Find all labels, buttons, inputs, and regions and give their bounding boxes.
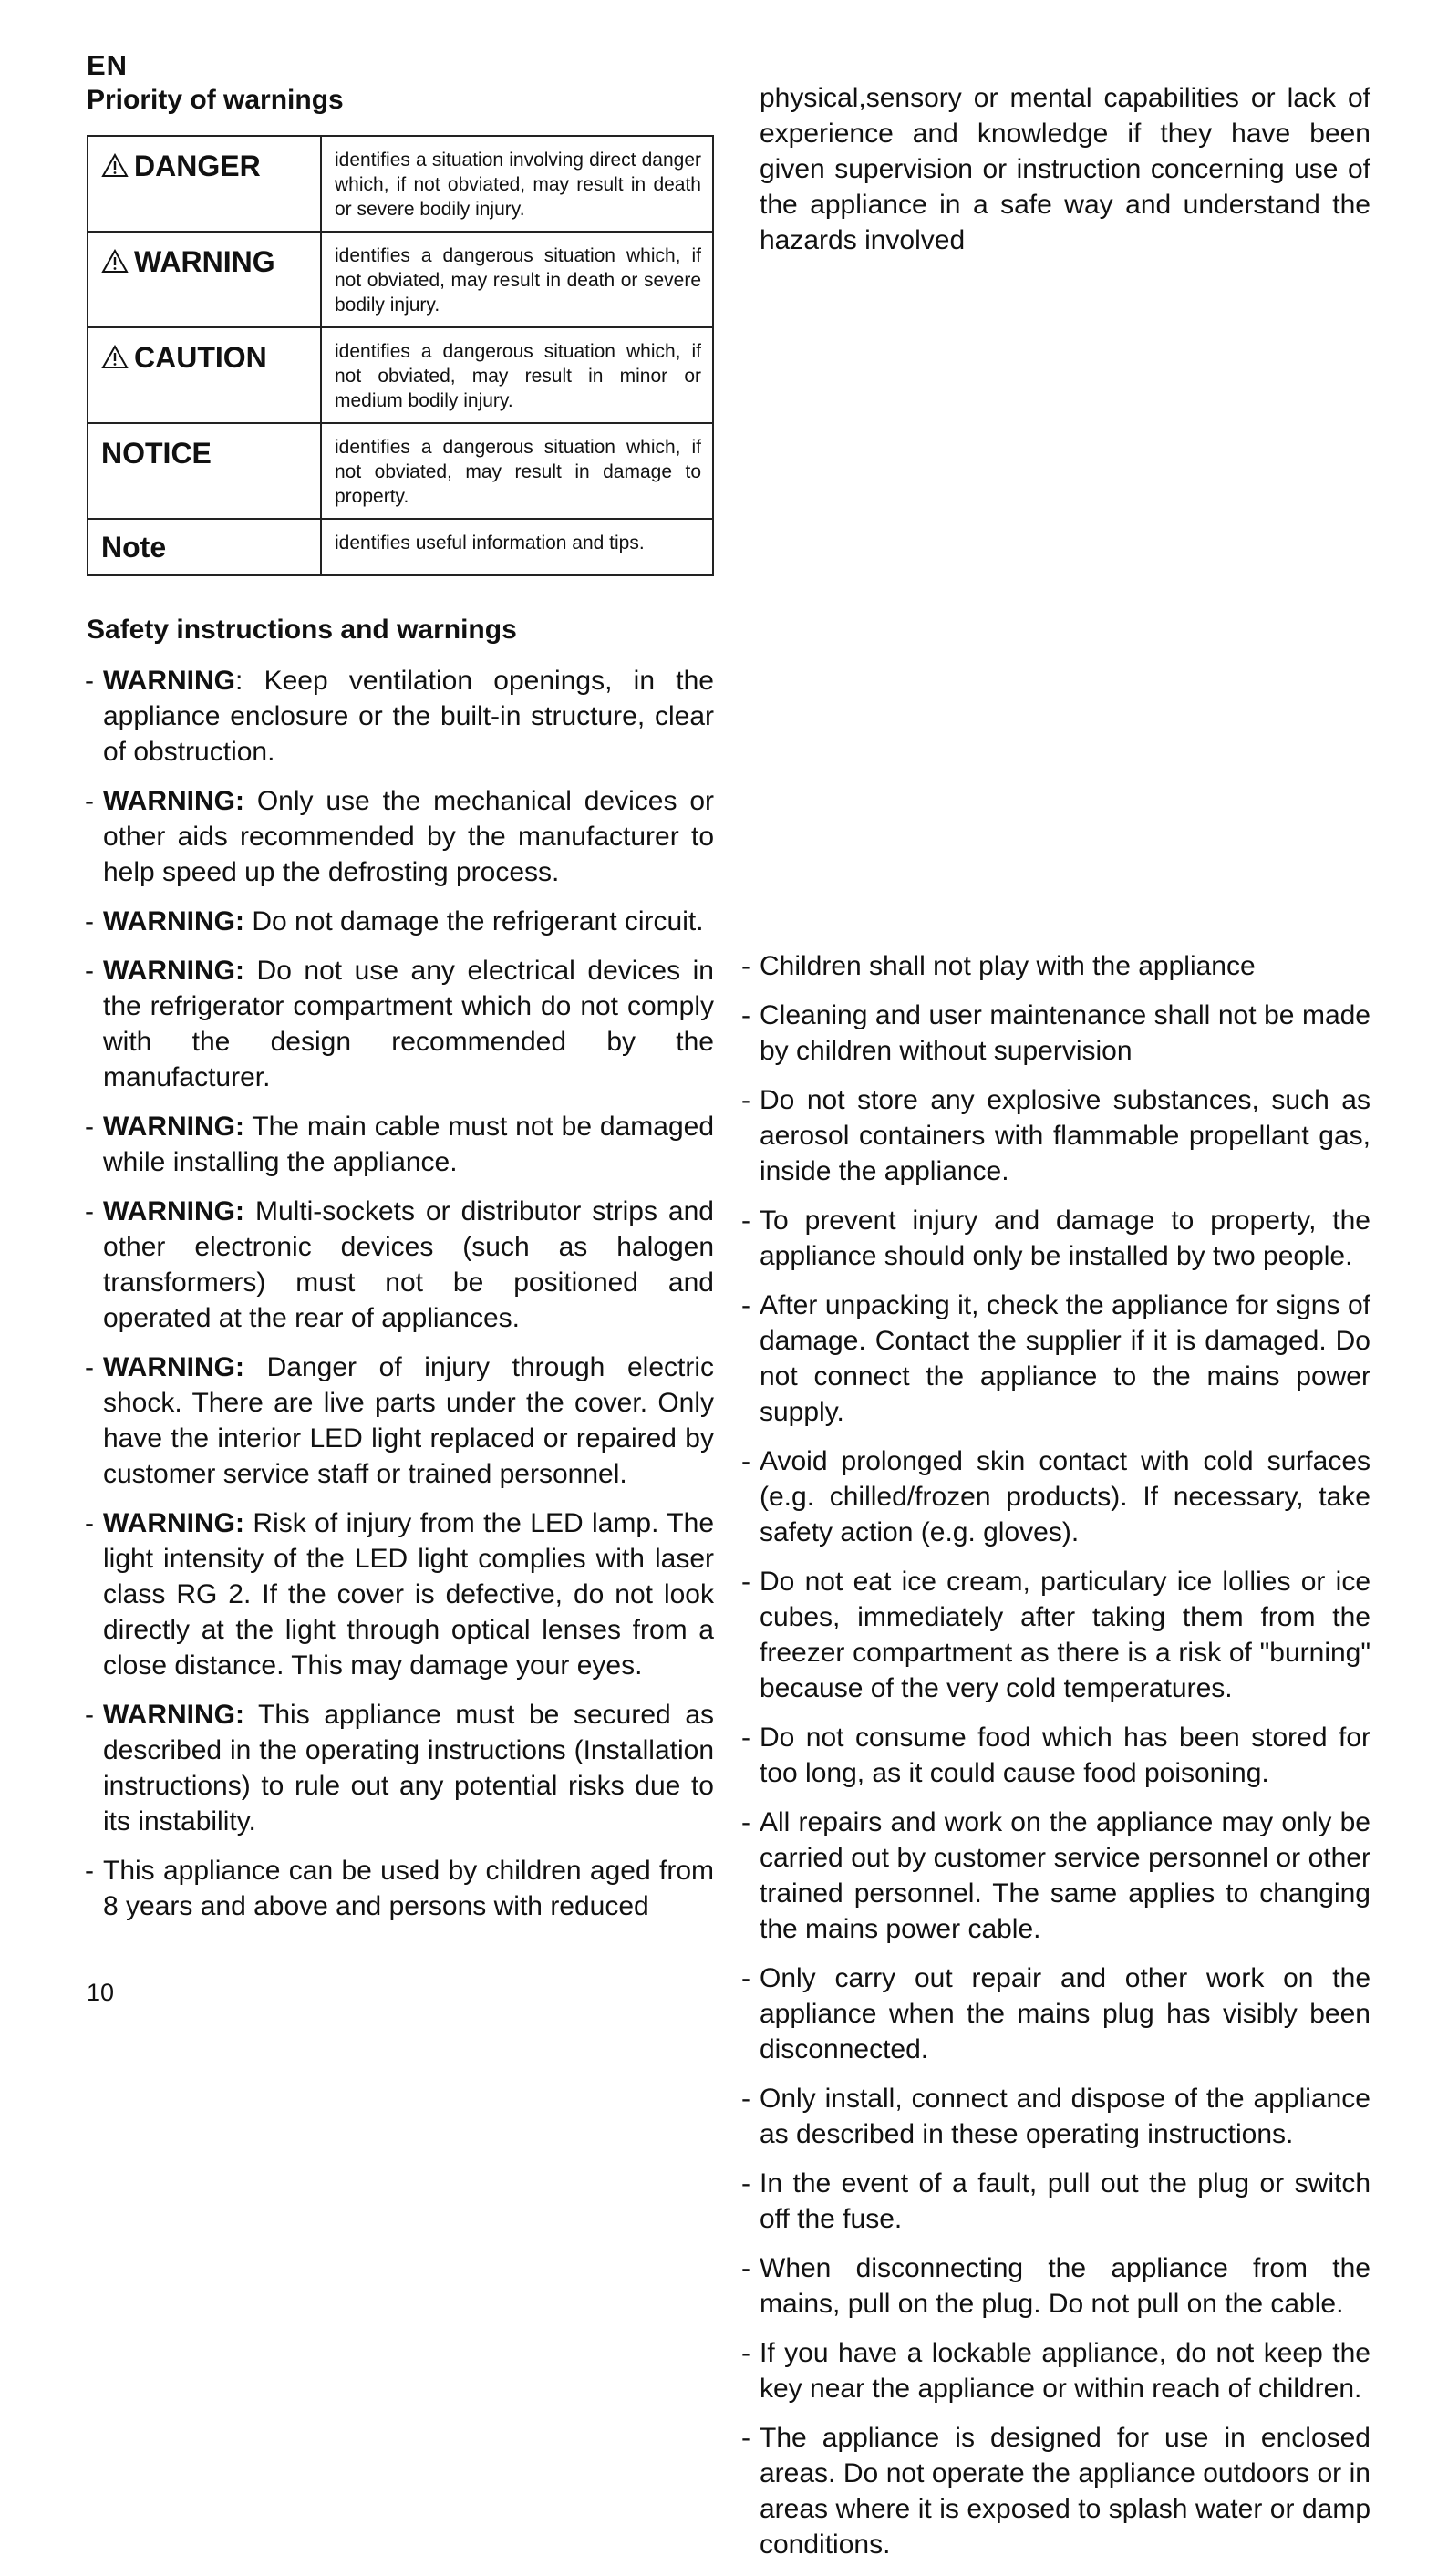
safety-item xyxy=(85,663,714,770)
safety-heading: Safety instructions and warnings xyxy=(87,615,517,645)
warning-label: WARNING: xyxy=(103,1352,244,1382)
safety-item: - Cleaning and user maintenance shall not be made by children without supervision xyxy=(741,998,1370,1069)
safety-item xyxy=(85,1194,714,1336)
safety-item: - Only carry out repair and other work on the appliance when the mains plug has visibly been disconnected. xyxy=(741,1960,1370,2067)
warning-label: WARNING: xyxy=(103,1112,244,1142)
safety-item-text: Do not damage the refrigerant circuit. xyxy=(243,906,704,936)
warning-row xyxy=(88,136,713,232)
safety-item: - To prevent injury and damage to property, the appliance should only be installed by two people. xyxy=(741,1203,1370,1274)
warning-description: identifies a dangerous situation which, if not obviated, may result in damage to property. xyxy=(321,423,713,519)
continuation-text: physical,sensory or mental capabilities or lack of experience and knowledge if they have been given supervision or instruction concerning use of the appliance in a safe way and understand the hazards involved xyxy=(760,83,1370,255)
warning-level-label: Note xyxy=(101,531,167,564)
safety-item-text: Do not use any electrical devices in the refrigerator compartment which do not comply with the design recommended by the manufacturer. xyxy=(103,956,714,1092)
warning-description: identifies useful information and tips. xyxy=(321,519,713,575)
safety-item xyxy=(85,953,714,1095)
safety-item: - Do not consume food which has been stored for too long, as it could cause food poisoning. xyxy=(741,1720,1370,1791)
safety-item xyxy=(85,1109,714,1180)
safety-item: - All repairs and work on the appliance may only be carried out by customer service personnel or other trained personnel. The same applies to changing the mains power cable. xyxy=(741,1805,1370,1947)
safety-item-text: Risk of injury from the LED lamp. The light intensity of the LED light complies with laser class RG 2. If the cover is defective, do not look directly at the light through optical lenses from a close distance. This may damage your eyes. xyxy=(103,1508,714,1681)
warning-label: WARNING: xyxy=(103,1508,244,1538)
warning-row xyxy=(88,232,713,327)
warning-label: WARNING: xyxy=(103,906,244,936)
safety-item xyxy=(85,1853,714,1924)
warning-label: WARNING xyxy=(103,666,235,696)
safety-item: - If you have a lockable appliance, do not keep the key near the appliance or within reach of children. xyxy=(741,2335,1370,2406)
warning-label: WARNING: xyxy=(103,956,244,986)
safety-item-text: : Keep ventilation openings, in the appliance enclosure or the built-in structure, clear of obstruction. xyxy=(103,666,714,767)
warning-description: identifies a dangerous situation which, if not obviated, may result in death or severe bodily injury. xyxy=(321,232,713,327)
warning-level-cell xyxy=(88,327,321,423)
warning-level-cell xyxy=(88,136,321,232)
warning-row xyxy=(88,519,713,575)
safety-item xyxy=(85,1505,714,1683)
warning-level-label: CAUTION xyxy=(134,341,267,374)
page-number: 10 xyxy=(87,1979,115,2006)
safety-item xyxy=(85,783,714,890)
language-code: EN xyxy=(87,49,129,81)
warning-level-cell xyxy=(88,232,321,327)
warning-triangle-icon xyxy=(101,153,129,178)
warning-row xyxy=(88,423,713,519)
priority-heading: Priority of warnings xyxy=(87,85,344,115)
safety-item xyxy=(85,1350,714,1492)
warning-description: identifies a dangerous situation which, if not obviated, may result in minor or medium bodily injury. xyxy=(321,327,713,423)
warning-description: identifies a situation involving direct danger which, if not obviated, may result in death or severe bodily injury. xyxy=(321,136,713,232)
safety-item-text: Only use the mechanical devices or other aids recommended by the manufacturer to help speed up the defrosting process. xyxy=(103,786,714,887)
warning-level-cell xyxy=(88,423,321,519)
safety-item: - In the event of a fault, pull out the plug or switch off the fuse. xyxy=(741,2166,1370,2237)
safety-item xyxy=(85,1697,714,1839)
safety-item xyxy=(85,904,714,939)
warning-level-cell xyxy=(88,519,321,575)
safety-list-left xyxy=(85,663,714,1938)
safety-item: - Children shall not play with the appliance xyxy=(741,948,1370,984)
safety-item: - After unpacking it, check the appliance for signs of damage. Contact the supplier if it is damaged. Do not connect the appliance to the mains power supply. xyxy=(741,1288,1370,1430)
warning-triangle-icon xyxy=(101,249,129,274)
warning-level-label: WARNING xyxy=(134,245,275,278)
safety-item-text: Danger of injury through electric shock. There are live parts under the cover. Only have the interior LED light replaced or repaired by customer service staff or trained personnel. xyxy=(103,1352,714,1489)
warning-label: WARNING: xyxy=(103,786,244,816)
safety-item: - Avoid prolonged skin contact with cold surfaces (e.g. chilled/frozen products). If necessary, take safety action (e.g. gloves). xyxy=(741,1443,1370,1550)
safety-item: - Only install, connect and dispose of the appliance as described in these operating instructions. xyxy=(741,2081,1370,2152)
warning-label: WARNING: xyxy=(103,1700,244,1730)
warning-level-label: NOTICE xyxy=(101,437,212,470)
safety-list-right xyxy=(741,948,1370,2576)
safety-item: - When disconnecting the appliance from the mains, pull on the plug. Do not pull on the cable. xyxy=(741,2250,1370,2322)
warning-row xyxy=(88,327,713,423)
safety-item-text: The main cable must not be damaged while installing the appliance. xyxy=(103,1112,714,1177)
safety-item: - Do not eat ice cream, particulary ice lollies or ice cubes, immediately after taking them from the freezer compartment as there is a risk of "burning" because of the very cold temperatures. xyxy=(741,1564,1370,1706)
safety-item-text: This appliance must be secured as described in the operating instructions (Installation instructions) to rule out any potential risks due to its instability. xyxy=(103,1700,714,1836)
safety-item: - The appliance is designed for use in enclosed areas. Do not operate the appliance outdoors or in areas where it is exposed to splash water or damp conditions. xyxy=(741,2420,1370,2562)
warning-triangle-icon xyxy=(101,345,129,369)
warnings-table xyxy=(87,135,714,576)
safety-item-text: Multi-sockets or distributor strips and other electronic devices (such as halogen transformers) must not be positioned and operated at the rear of appliances. xyxy=(103,1196,714,1333)
safety-item-text: This appliance can be used by children aged from 8 years and above and persons with reduced xyxy=(103,1856,714,1921)
safety-item: - Do not store any explosive substances, such as aerosol containers with flammable propellant gas, inside the appliance. xyxy=(741,1082,1370,1189)
warning-label: WARNING: xyxy=(103,1196,244,1226)
warning-level-label: DANGER xyxy=(134,150,261,182)
